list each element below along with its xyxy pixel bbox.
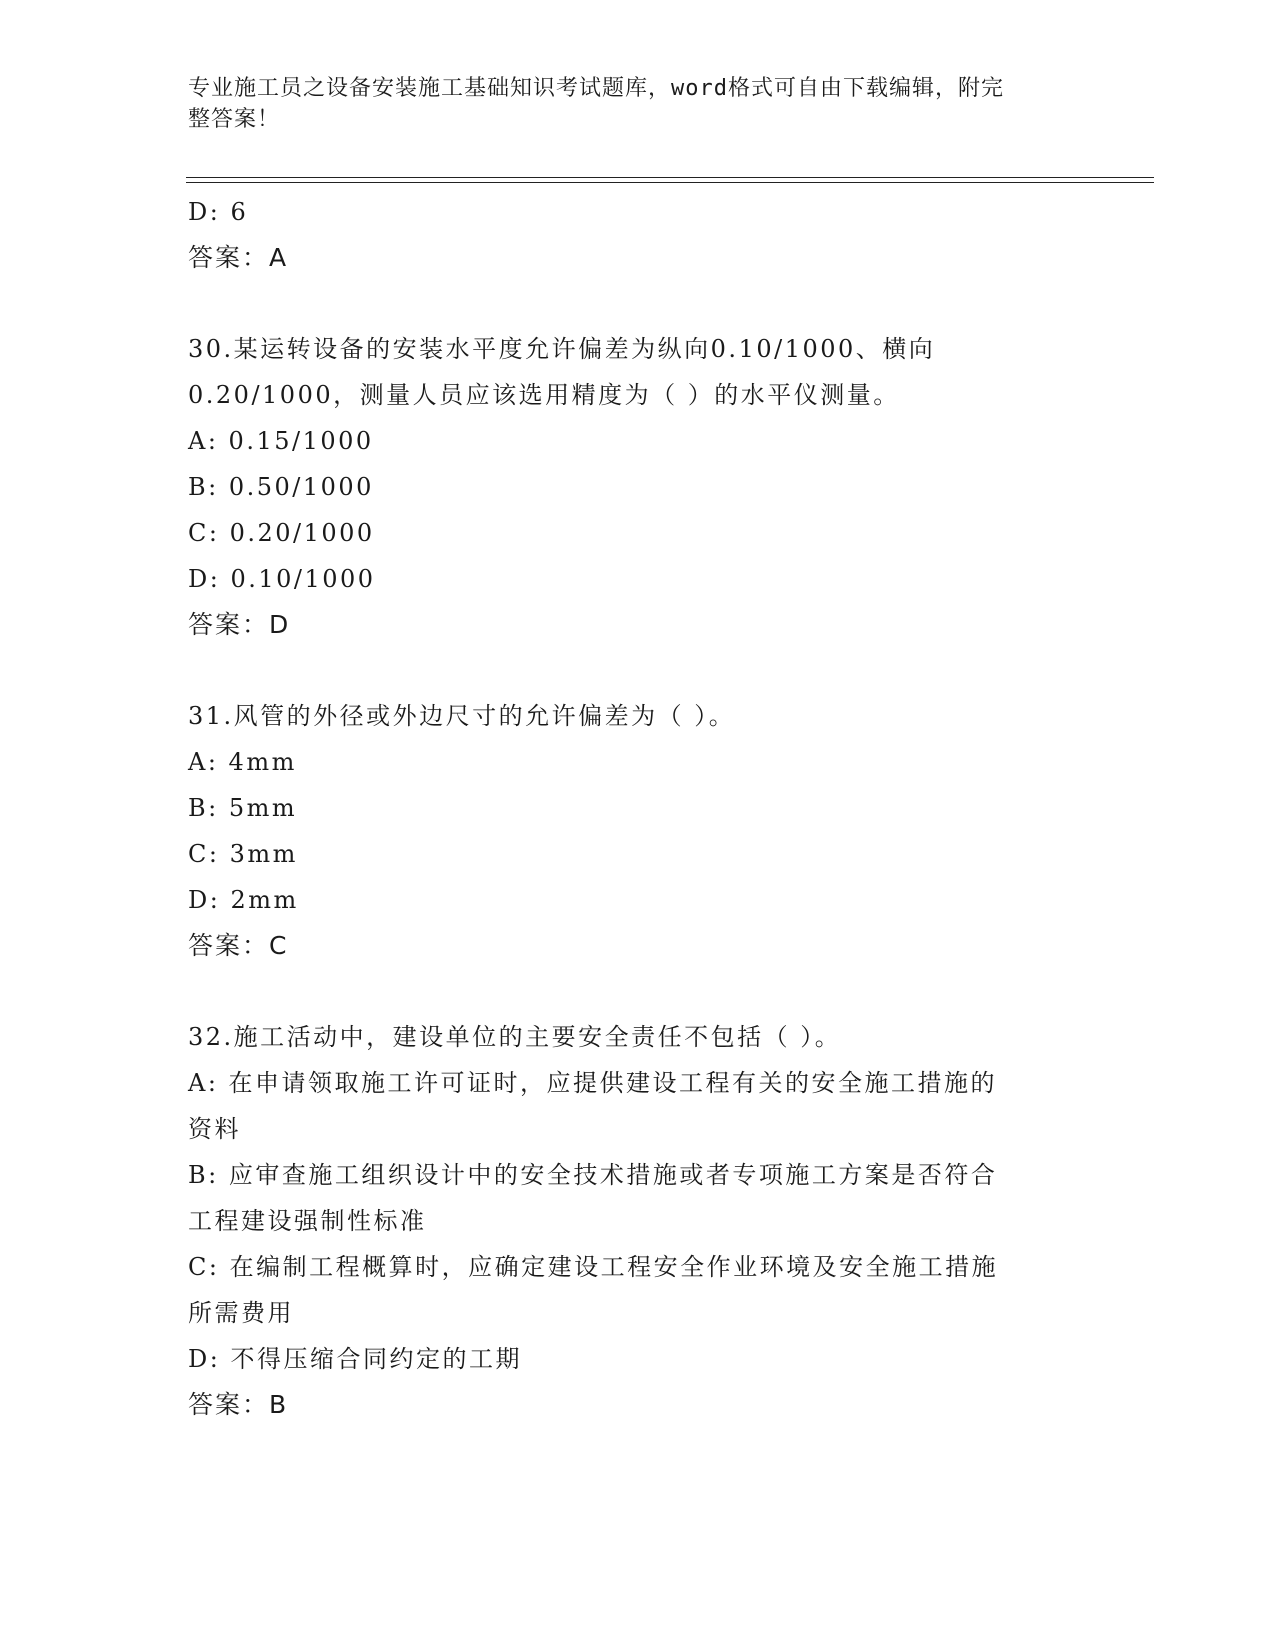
- option-b: B: 0.50/1000: [188, 473, 374, 501]
- option-a: A: 在申请领取施工许可证时，应提供建设工程有关的安全施工措施的: [188, 1069, 998, 1097]
- option-c: C: 0.20/1000: [188, 519, 375, 547]
- answer: 答案：B: [188, 1390, 289, 1419]
- document-body: [188, 189, 1088, 1428]
- option-c: C: 3mm: [188, 840, 298, 868]
- answer: 答案：C: [188, 931, 289, 960]
- question-stem-line: 31.风管的外径或外边尺寸的允许偏差为（ ）。: [188, 702, 736, 730]
- spacer: [188, 281, 1088, 326]
- question-stem-line: 32.施工活动中，建设单位的主要安全责任不包括（ ）。: [188, 1023, 842, 1051]
- option-b-continued: 工程建设强制性标准: [188, 1207, 427, 1235]
- option-a: A: 4mm: [188, 748, 297, 776]
- spacer: [188, 648, 1088, 693]
- question-stem-line: 30.某运转设备的安装水平度允许偏差为纵向0.10/1000、横向: [188, 335, 936, 363]
- question-31: [188, 693, 1088, 969]
- header-rule-top: [186, 177, 1154, 178]
- option-d-previous: D: 6: [188, 198, 249, 226]
- spacer: [188, 969, 1088, 1014]
- option-d: D: 不得压缩合同约定的工期: [188, 1345, 522, 1373]
- option-c-continued: 所需费用: [188, 1299, 294, 1327]
- option-a: A: 0.15/1000: [188, 427, 374, 455]
- option-d: D: 2mm: [188, 886, 299, 914]
- question-32: [188, 1014, 1088, 1428]
- option-b: B: 应审查施工组织设计中的安全技术措施或者专项施工方案是否符合: [188, 1161, 998, 1189]
- document-header: [188, 73, 1068, 135]
- header-rule-bottom: [186, 182, 1154, 183]
- option-b: B: 5mm: [188, 794, 298, 822]
- answer-previous: 答案：A: [188, 243, 289, 272]
- question-30: [188, 326, 1088, 648]
- option-c: C: 在编制工程概算时，应确定建设工程安全作业环境及安全施工措施: [188, 1253, 999, 1281]
- header-line-2: 整答案！: [188, 107, 281, 132]
- header-line-1: 专业施工员之设备安装施工基础知识考试题库，word格式可自由下载编辑，附完: [188, 76, 1004, 101]
- answer: 答案：D: [188, 610, 291, 639]
- question-stem-line: 0.20/1000，测量人员应该选用精度为（ ）的水平仪测量。: [188, 381, 900, 409]
- option-d: D: 0.10/1000: [188, 565, 376, 593]
- option-a-continued: 资料: [188, 1115, 241, 1143]
